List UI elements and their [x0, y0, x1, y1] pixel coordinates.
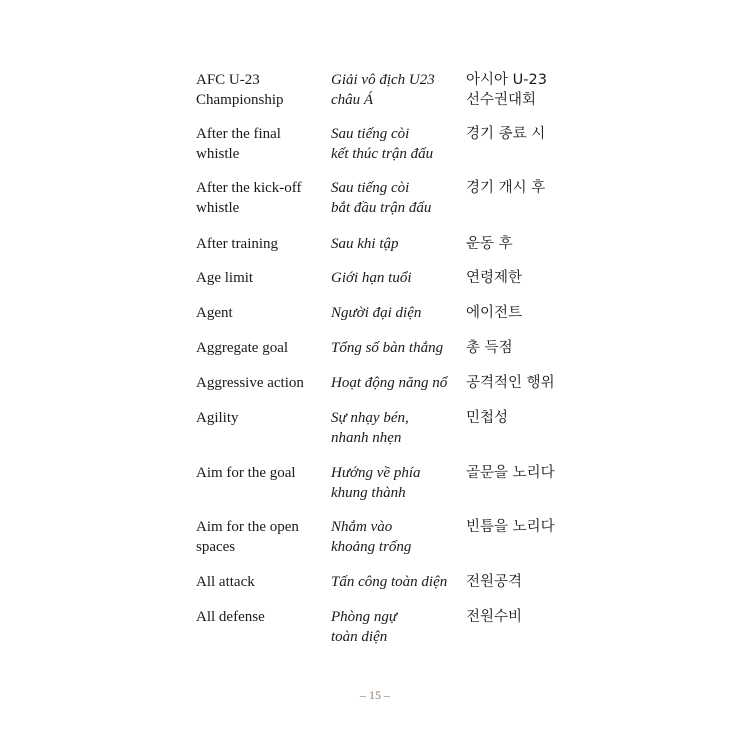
- vietnamese-term: [331, 303, 459, 323]
- english-term: [196, 338, 322, 358]
- korean-term: [466, 234, 596, 254]
- english-term-line: Aim for the goal: [196, 465, 296, 481]
- korean-term: [466, 408, 596, 428]
- korean-term: [466, 268, 596, 288]
- vietnamese-term-line: Giới hạn tuổi: [331, 270, 412, 286]
- english-term: [196, 268, 322, 288]
- english-term: [196, 463, 322, 483]
- english-term-line: whistle: [196, 146, 240, 162]
- korean-term: [466, 463, 596, 483]
- vietnamese-term-line: Giải vô địch U23: [331, 72, 435, 88]
- vietnamese-term-line: Người đại diện: [331, 305, 422, 321]
- vietnamese-term-line: Hoạt động năng nổ: [331, 375, 448, 391]
- korean-term: [466, 338, 596, 358]
- vietnamese-term: [331, 338, 459, 358]
- korean-term-line: 연령제한: [466, 270, 523, 286]
- english-term-line: AFC U-23: [196, 72, 260, 88]
- english-term: [196, 124, 322, 164]
- english-term-line: whistle: [196, 200, 240, 216]
- vietnamese-term: [331, 463, 459, 503]
- korean-term-line: 민첩성: [466, 410, 509, 426]
- vietnamese-term-line: khoảng trống: [331, 539, 412, 555]
- korean-term-line: 빈틈을 노리다: [466, 519, 555, 535]
- korean-term: [466, 303, 596, 323]
- english-term: [196, 408, 322, 428]
- vietnamese-term-line: Hướng về phía: [331, 465, 421, 481]
- english-term-line: Championship: [196, 92, 284, 108]
- korean-term-line: 공격적인 행위: [466, 375, 555, 391]
- korean-term-line: 경기 종료 시: [466, 126, 546, 142]
- vietnamese-term: [331, 234, 459, 254]
- vietnamese-term: [331, 408, 459, 448]
- english-term-line: Aggressive action: [196, 375, 304, 391]
- english-term: [196, 303, 322, 323]
- english-term-line: spaces: [196, 539, 236, 555]
- page-number: – 15 –: [360, 688, 390, 702]
- vietnamese-term-line: Sau khi tập: [331, 236, 399, 252]
- vietnamese-term-line: Phòng ngự: [331, 609, 398, 625]
- korean-term-line: 경기 개시 후: [466, 180, 546, 196]
- korean-term-line: 전원수비: [466, 609, 523, 625]
- english-term-line: After the final: [196, 126, 281, 142]
- vietnamese-term-line: Nhắm vào: [331, 519, 393, 535]
- vietnamese-term: [331, 268, 459, 288]
- korean-term: [466, 572, 596, 592]
- korean-term: [466, 517, 596, 537]
- vietnamese-term: [331, 607, 459, 647]
- english-term: [196, 572, 322, 592]
- vietnamese-term-line: Sau tiếng còi: [331, 180, 410, 196]
- vietnamese-term-line: Sự nhạy bén,: [331, 410, 409, 426]
- vietnamese-term-line: châu Á: [331, 92, 374, 108]
- vietnamese-term-line: Tổng số bàn thắng: [331, 340, 444, 356]
- english-term: [196, 607, 322, 627]
- korean-term: [466, 373, 596, 393]
- english-term-line: Aim for the open: [196, 519, 299, 535]
- vietnamese-term-line: bắt đầu trận đấu: [331, 200, 432, 216]
- korean-term: [466, 178, 596, 198]
- english-term: [196, 373, 322, 393]
- vietnamese-term-line: Tấn công toàn diện: [331, 574, 448, 590]
- english-term: [196, 234, 322, 254]
- korean-term: [466, 607, 596, 627]
- vietnamese-term: [331, 517, 459, 557]
- vietnamese-term: [331, 178, 459, 218]
- korean-term-line: 운동 후: [466, 236, 513, 252]
- vietnamese-term-line: Sau tiếng còi: [331, 126, 410, 142]
- korean-term-line: 아시아 U-23: [466, 72, 547, 88]
- english-term-line: After training: [196, 236, 279, 252]
- vietnamese-term-line: nhanh nhẹn: [331, 430, 402, 446]
- english-term-line: Agent: [196, 305, 233, 321]
- vietnamese-term: [331, 70, 459, 110]
- english-term: [196, 517, 322, 557]
- english-term-line: All attack: [196, 574, 255, 590]
- vietnamese-term-line: toàn diện: [331, 629, 388, 645]
- vietnamese-term: [331, 124, 459, 164]
- english-term: [196, 70, 322, 110]
- english-term-line: Aggregate goal: [196, 340, 289, 356]
- english-term-line: Agility: [196, 410, 239, 426]
- english-term-line: Age limit: [196, 270, 254, 286]
- vietnamese-term-line: khung thành: [331, 485, 406, 501]
- english-term: [196, 178, 322, 218]
- vietnamese-term: [331, 572, 459, 592]
- english-term-line: After the kick-off: [196, 180, 302, 196]
- vietnamese-term: [331, 373, 459, 393]
- korean-term-line: 에이전트: [466, 305, 523, 321]
- korean-term-line: 총 득점: [466, 340, 513, 356]
- korean-term: [466, 70, 596, 110]
- english-term-line: All defense: [196, 609, 265, 625]
- korean-term-line: 선수권대회: [466, 92, 537, 108]
- korean-term-line: 전원공격: [466, 574, 523, 590]
- korean-term: [466, 124, 596, 144]
- vietnamese-term-line: kết thúc trận đấu: [331, 146, 434, 162]
- korean-term-line: 골문을 노리다: [466, 465, 555, 481]
